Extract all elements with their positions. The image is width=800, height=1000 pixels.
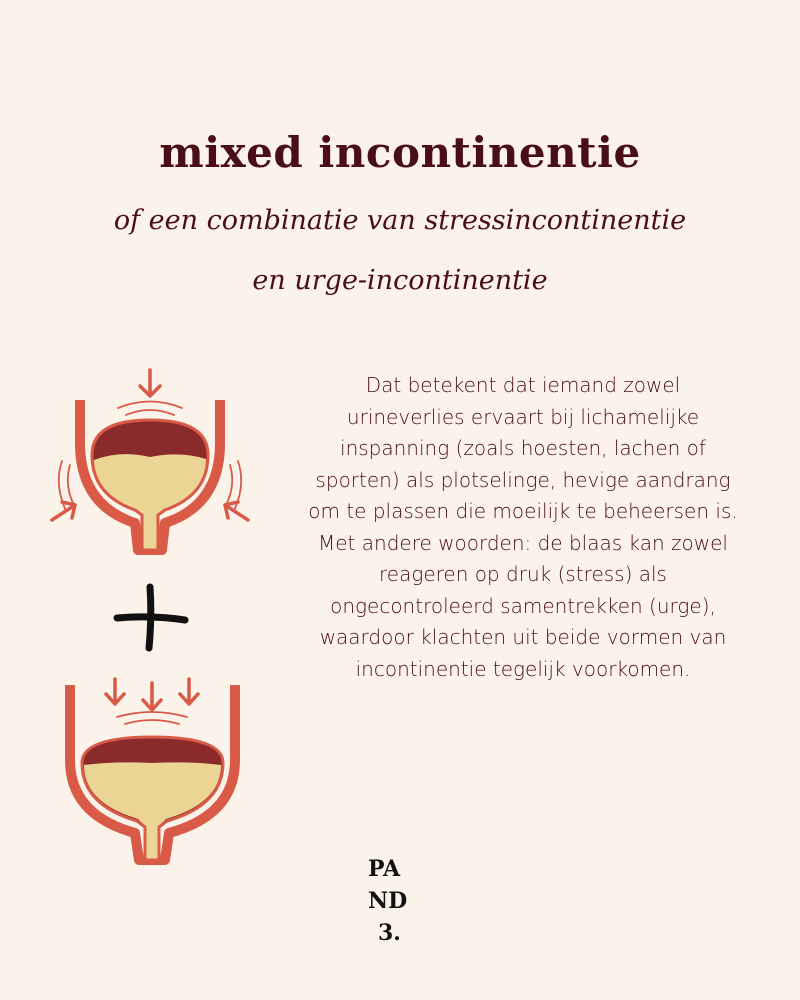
logo-line-1: PA bbox=[368, 856, 401, 882]
page-title: mixed incontinentie bbox=[159, 128, 641, 177]
explanation-paragraph-2: Met andere woorden: de blaas kan zowel reageren op druk (stress) als ongecontroleerd samentrekken (urge), waardoor klachten uit beide vormen van incontinentie tegelijk voorkomen. bbox=[318, 530, 728, 681]
subtitle-line-2: en urge-incontinentie bbox=[252, 265, 548, 296]
bladder-urge-icon bbox=[55, 675, 250, 870]
logo-line-3: 3. bbox=[378, 920, 401, 946]
logo-line-2: ND bbox=[368, 888, 408, 914]
bladder-stress-icon bbox=[40, 365, 260, 565]
subtitle-line-1: of een combinatie van stressincontinentie bbox=[113, 205, 687, 236]
explanation-paragraph-1: Dat betekent dat iemand zowel urineverlies ervaart bij lichamelijke inspanning (zoals hoesten, lachen of sporten) als plotselinge, hevige aandrang om te plassen die moeilijk te beheersen is. bbox=[308, 373, 738, 523]
brand-logo bbox=[360, 856, 440, 946]
explanation-text bbox=[308, 370, 738, 685]
plus-icon bbox=[112, 582, 190, 652]
